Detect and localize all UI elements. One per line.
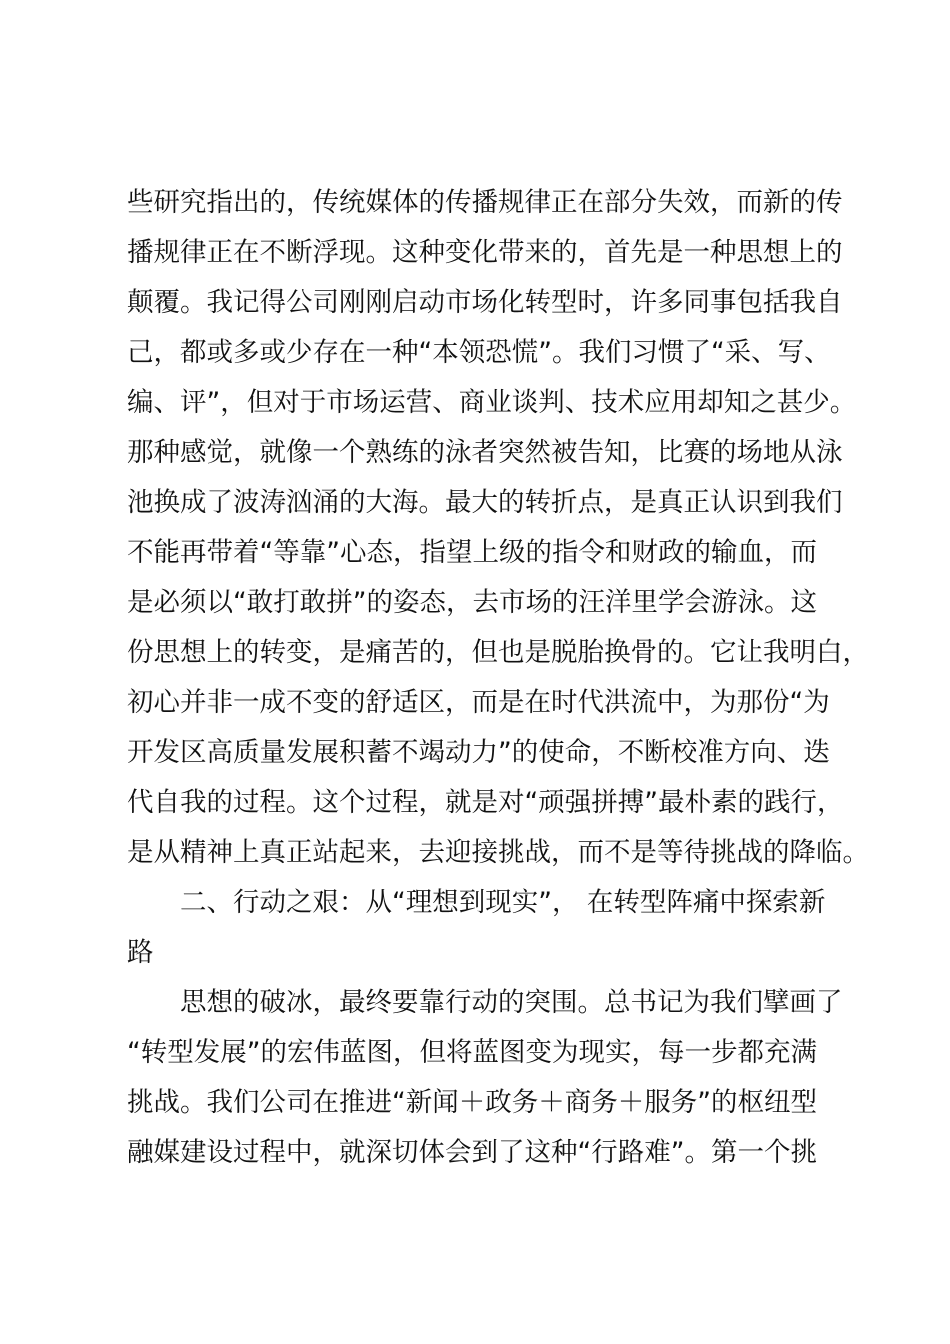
body-line: 己，都或多或少存在一种“本领恐慌”。我们习惯了“采、写、 [127, 337, 831, 368]
body-line: 融媒建设过程中，就深切体会到了这种“行路难”。第一个挑 [127, 1137, 817, 1168]
paragraph-start-line: 思想的破冰，最终要靠行动的突围。总书记为我们擘画了 [180, 987, 843, 1018]
body-line: “转型发展”的宏伟蓝图，但将蓝图变为现实，每一步都充满 [127, 1037, 817, 1068]
body-line: 播规律正在不断浮现。这种变化带来的，首先是一种思想上的 [127, 237, 843, 268]
body-line: 那种感觉，就像一个熟练的泳者突然被告知，比赛的场地从泳 [127, 437, 843, 468]
body-line: 编、评”，但对于市场运营、商业谈判、技术应用却知之甚少。 [127, 387, 857, 418]
body-line: 颠覆。我记得公司刚刚启动市场化转型时，许多同事包括我自 [127, 287, 843, 318]
body-line: 代自我的过程。这个过程，就是对“顽强拼搏”最朴素的践行， [127, 787, 844, 818]
section-heading-continuation: 路 [127, 937, 154, 968]
body-line: 池换成了波涛汹涌的大海。最大的转折点，是真正认识到我们 [127, 487, 843, 518]
body-line: 挑战。我们公司在推进“新闻＋政务＋商务＋服务”的枢纽型 [127, 1087, 817, 1118]
body-line: 份思想上的转变，是痛苦的，但也是脱胎换骨的。它让我明白， [127, 637, 869, 668]
body-line: 开发区高质量发展积蓄不竭动力”的使命，不断校准方向、迭 [127, 737, 830, 768]
body-line: 不能再带着“等靠”心态，指望上级的指令和财政的输血，而 [127, 537, 817, 568]
body-line: 是必须以“敢打敢拼”的姿态，去市场的汪洋里学会游泳。这 [127, 587, 817, 618]
section-heading: 二、行动之艰：从“理想到现实”， 在转型阵痛中探索新 [180, 887, 826, 918]
body-line: 初心并非一成不变的舒适区，而是在时代洪流中，为那份“为 [127, 687, 830, 718]
body-line: 是从精神上真正站起来，去迎接挑战，而不是等待挑战的降临。 [127, 837, 869, 868]
body-line: 些研究指出的，传统媒体的传播规律正在部分失效，而新的传 [127, 187, 843, 218]
